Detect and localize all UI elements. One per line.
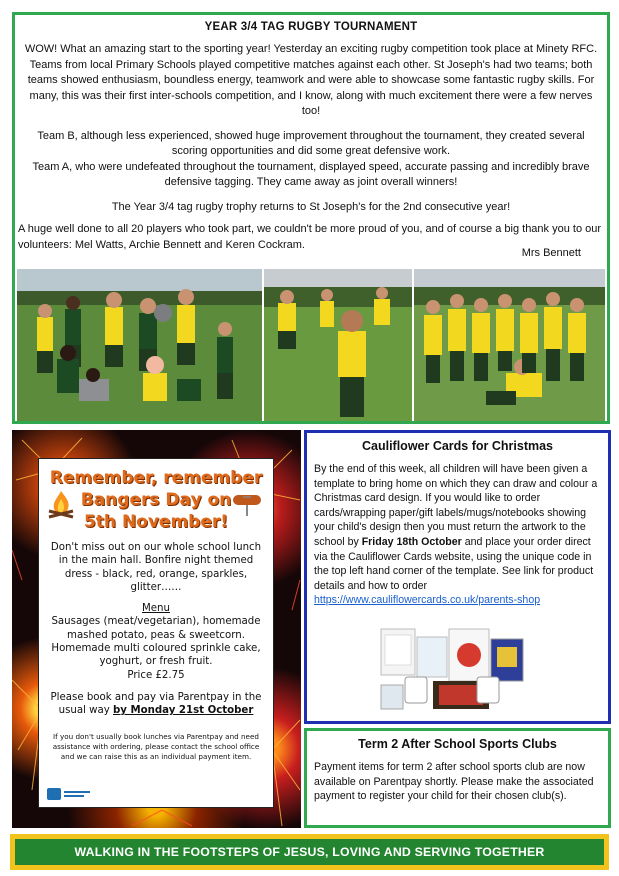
sports-clubs-title: Term 2 After School Sports Clubs bbox=[358, 737, 557, 751]
cauliflower-products-image bbox=[377, 625, 527, 713]
rugby-paragraph-trophy: The Year 3/4 tag rugby trophy returns to St Joseph's for the 2nd consecutive year! bbox=[111, 200, 511, 213]
team-photo-trophy bbox=[17, 269, 262, 421]
rugby-paragraph-thanks: A huge well done to all 20 players who took part, we couldn't be more proud of you, and of course a big thank you to our volunteers: Mel Watts, Archie Bennett and Keren Cockram. bbox=[18, 223, 602, 251]
bangers-day-card bbox=[38, 458, 274, 808]
cauliflower-text-after: and place your order direct via the Cauliflower Cards website, using the unique code in the top left hand corner of the template. See link for product details and how to order bbox=[314, 535, 594, 592]
school-motto: WALKING IN THE FOOTSTEPS OF JESUS, LOVING AND SERVING TOGETHER bbox=[15, 839, 604, 865]
rugby-paragraph-team-a: Team A, who were undefeated throughout the tournament, displayed speed, accurate passing and incredibly brave defensive tagging. They came away as joint overall winners! bbox=[32, 160, 590, 188]
booking-deadline: by Monday 21st October bbox=[113, 705, 254, 717]
rugby-photos bbox=[17, 269, 605, 421]
cauliflower-text-before: By the end of this week, all children will have been given a template to bring home on which they can draw and colour a Christmas card design. If you would like to order cards/wrapping paper/gift labels/mugs/notebooks showing your child's design then you must return the artwork to the school by bbox=[314, 463, 598, 548]
booking-instructions bbox=[45, 691, 267, 718]
rugby-article bbox=[12, 12, 610, 424]
bangers-day-poster bbox=[12, 430, 301, 828]
sports-clubs-article bbox=[304, 728, 611, 828]
catering-logo-icon bbox=[47, 787, 91, 801]
sports-clubs-text: Payment items for term 2 after school sports club are now available on Parentpay shortly. Please make the associated payment to register your child for their chosen club(s). bbox=[314, 761, 594, 803]
rugby-paragraph-team-b: Team B, although less experienced, showed huge improvement throughout the tournament, they created several scoring opportunities and did some great defensive work. bbox=[37, 129, 585, 157]
rugby-title: YEAR 3/4 TAG RUGBY TOURNAMENT bbox=[204, 21, 418, 33]
cauliflower-shop-link[interactable]: https://www.cauliflowercards.co.uk/parents-shop bbox=[314, 594, 541, 607]
school-motto-banner bbox=[10, 834, 609, 870]
action-photo-running bbox=[264, 269, 412, 421]
bonfire-icon bbox=[47, 489, 75, 519]
cauliflower-text bbox=[314, 462, 601, 608]
cauliflower-title: Cauliflower Cards for Christmas bbox=[361, 439, 553, 453]
cauliflower-cards-article bbox=[304, 430, 611, 724]
booking-text: Please book and pay via Parentpay in the usual way bbox=[50, 691, 262, 717]
team-photo-group bbox=[414, 269, 605, 421]
menu-text: Sausages (meat/vegetarian), homemade mashed potato, peas & sweetcorn. Homemade multi coloured sprinkle cake, yoghurt, or fresh fruit. bbox=[51, 616, 261, 668]
bangers-intro: Don't miss out on our whole school lunch in the main hall. Bonfire night themed dress - black, red, orange, sparkles, glitter…… bbox=[50, 542, 262, 593]
parentpay-help-note: If you don't usually book lunches via Parentpay and need assistance with ordering, please contact the school office and we can raise this as an individual payment item. bbox=[52, 731, 260, 761]
bangers-heading-line2: Bangers Day on bbox=[80, 490, 232, 510]
menu-title: Menu bbox=[142, 603, 170, 615]
bangers-heading-line1: Remember, remember bbox=[49, 468, 263, 488]
bangers-heading-line3: 5th November! bbox=[83, 512, 229, 532]
rugby-signature: Mrs Bennett bbox=[521, 247, 581, 259]
rugby-paragraph-intro: WOW! What an amazing start to the sporting year! Yesterday an exciting rugby competition took place at Minety RFC. Teams from local Primary Schools played competitive matches against each other. St Joseph's had two teams; both teams showed enthusiasm, boundless energy, teamwork and were able to showcase some fantastic rugby skills. For many, this was their first inter-schools competition, and I know, along with much excitement there were a few nerves too! bbox=[24, 43, 598, 117]
sausage-fork-icon bbox=[229, 487, 265, 517]
menu-price: Price £2.75 bbox=[127, 669, 185, 681]
cauliflower-deadline: Friday 18th October bbox=[361, 535, 462, 548]
